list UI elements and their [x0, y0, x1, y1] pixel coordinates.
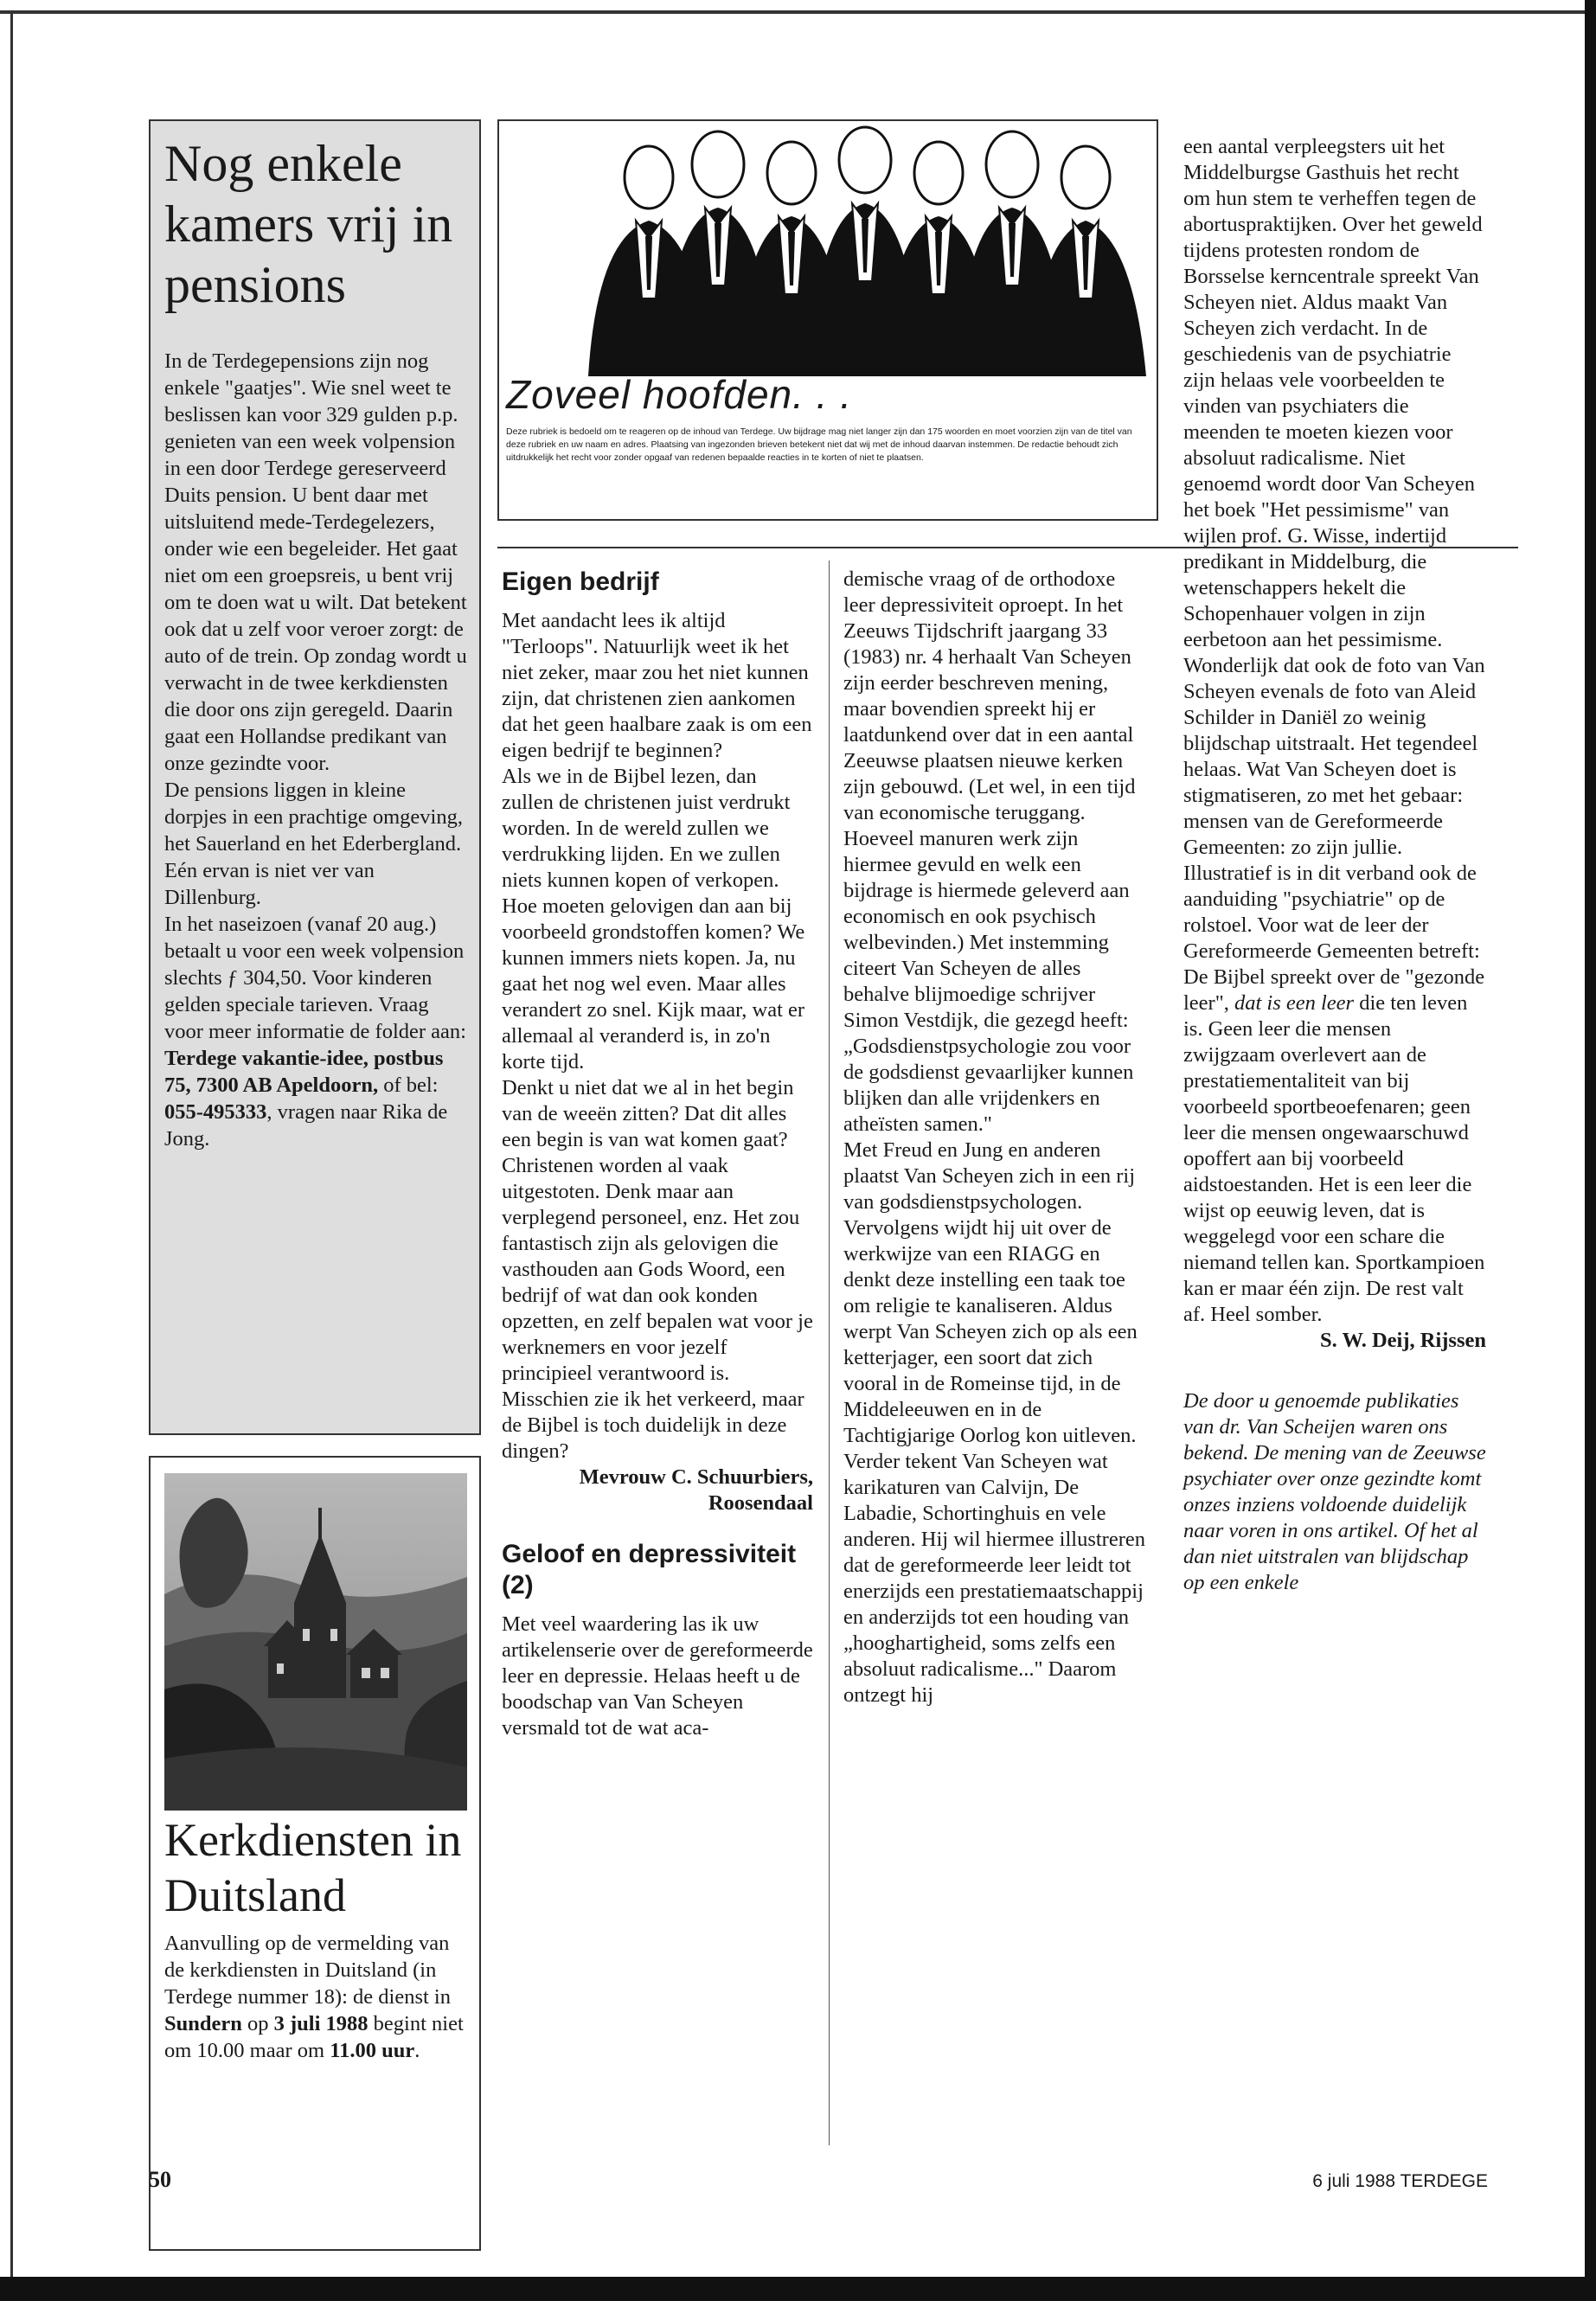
pensions-para-2: De pensions liggen in kleine dorpjes in een prachtige omgeving, het Sauerland en het Ederbergland. Eén ervan is niet ver van Dillenburg. [164, 779, 463, 909]
bottom-edge [0, 2277, 1596, 2301]
geloof-col3-para-2: Wonderlijk dat ook de foto van Van Scheyen evenals de foto van Aleid Schilder in Daniël zo weinig blijdschap uitstraalt. Het tegendeel helaas. Wat Van Scheyen doet is stigmatiseren, zo met het gebaar: mensen van de Gereformeerde Gemeenten: zo zijn jullie. Illustratief is in dit verband ook de aanduiding "psychiatrie" op de rolstoel. Voor wat de leer der Gereformeerde Gemeenten betreft: De Bijbel spreekt over de "gezonde leer", dat is een leer die ten leven is. Geen leer die mensen zwijgzaam overlevert aan de prestatiementaliteit van bij voorbeeld sportbeoefenaren; geen leer die mensen ongewaarschuwd opoffert aan bij voorbeeld aidstoestanden. Het is een leer die wijst op eeuwig leven, dat is weggelegd voor een schare die niemand tellen kan. Sportkampioen kan er maar één zijn. De rest valt af. Heel somber. [1183, 654, 1485, 1326]
kerkdiensten-box [149, 1456, 481, 2251]
page-number: 50 [149, 2167, 171, 2192]
geloof-col3-para-1: een aantal verpleegsters uit het Middelburgse Gasthuis het recht om hun stem te verheffen tegen de abortuspraktijken. Over het geweld tijdens protesten rondom de Borsselse kerncentrale spreekt Van Scheyen niet. Aldus maakt Van Scheyen zich verdacht. In de geschiedenis van de psychiatrie zijn helaas vele voorbeelden te vinden van psychiaters die meenden te moeten kiezen voor absoluut radicalisme. Niet genoemd wordt door Van Scheyen het boek "Het pessimisme" van wijlen prof. G. Wisse, indertijd predikant in Middelburg, die wetenschappers hekelt die Schopenhauer volgen in zijn eerbetoon aan het pessimisme. [1183, 135, 1483, 651]
eigen-para-3: Denkt u niet dat we al in het begin van de weeën zitten? Dat dit alles een begin is van wat komen gaat? Christenen worden al vaak uitgestoten. Denk maar aan verplegend personeel, enz. Het zou fantastisch zijn als gelovigen die vasthouden aan Gods Woord, een bedrijf of wat dan ook konden opzetten, en zelf bepalen wat voor je werknemers en voor jezelf principieel verantwoord is. Misschien zie ik het verkeerd, maar de Bijbel is toch duidelijk in deze dingen? [502, 1076, 813, 1463]
geloof-col2-para-2: Met Freud en Jung en anderen plaatst Van Scheyen zich in een rij van godsdienstpsychologen. Vervolgens wijdt hij uit over de werkwijze van een RIAGG en denkt deze instelling een taak toe om religie te kanaliseren. Aldus werpt Van Scheyen zich op als een ketterjager, een soort dat zich vooral in de Romeinse tijd, in de Middeleeuwen en in de Tachtigjarige Oorlog kon uitleven. [843, 1138, 1138, 1447]
geloof-col2-para-3: Verder tekent Van Scheyen wat karikaturen van Calvijn, De Labadie, Schortinghuis en vele anderen. Hij wil hiermee illustreren dat de gereformeerde leer leidt tot enerzijds een prestatiemaatschappij en anderzijds tot een houding van „hooghartigheid, soms zelfs een absoluut radicalisme..." Daarom ontzegt hij [843, 1450, 1145, 1707]
village-photo [164, 1473, 467, 1811]
left-border [10, 10, 13, 2285]
eigen-para-1: Met aandacht lees ik altijd "Terloops". Natuurlijk weet ik het niet zeker, maar zou het niet kunnen zijn, dat christenen zien aankomen dat het geen haalbare zaak is om een eigen bedrijf te beginnen? [502, 609, 812, 762]
pensions-para-3: In het naseizoen (vanaf 20 aug.) betaalt u voor een week volpension slechts ƒ 304,50. Voor kinderen gelden speciale tarieven. Vraag voor meer informatie de folder aan: Terdege vakantie-idee, postbus 75, 7300 AB Apeldoorn, of bel: 055-495333, vragen naar Rika de Jong. [164, 913, 466, 1150]
letters-column-2 [843, 567, 1146, 1708]
pensions-title: Nog enkele kamers vrij in pensions [164, 135, 453, 313]
village-photo-image [164, 1473, 467, 1811]
letters-column-1 [502, 567, 813, 1741]
column-separator-1 [829, 561, 830, 2145]
letter-heading-geloof: Geloof en depressiviteit (2) [502, 1540, 797, 1599]
eigen-signature-name: Mevrouw C. Schuurbiers, [579, 1465, 813, 1489]
kerkdiensten-body: Aanvulling op de vermelding van de kerkdiensten in Duitsland (in Terdege nummer 18): de dienst in Sundern op 3 juli 1988 begint niet om 10.00 maar om 11.00 uur. [164, 1932, 464, 2062]
header-title: Zoveel hoofden. . . [506, 372, 853, 417]
geloof-signature: S. W. Deij, Rijssen [1320, 1329, 1486, 1352]
heads-illustration [588, 125, 1151, 385]
issue-date: 6 juli 1988 TERDEGE [1312, 2171, 1488, 2191]
top-border [0, 10, 1596, 14]
pensions-para-1: In de Terdegepensions zijn nog enkele "gaatjes". Wie snel weet te beslissen kan voor 329 gulden p.p. genieten van een week volpension in een door Terdege gereserveerd Duits pension. U bent daar met uitsluitend mede-Terdegelezers, onder wie een begeleider. Het gaat niet om een groepsreis, u bent vrij om te doen wat u wilt. Dat betekent ook dat u zelf voor veroer zorgt: de auto of de trein. Op zondag wordt u verwacht in de twee kerkdiensten die door ons zijn geregeld. Daarin gaat een Hollandse predikant van onze gezindte voor. [164, 349, 467, 775]
heads-illustration-drawing [588, 125, 1151, 385]
pensions-address: Terdege vakantie-idee, postbus 75, 7300 AB Apeldoorn, [164, 1047, 444, 1097]
geloof-col2-para-1: demische vraag of de orthodoxe leer depressiviteit oproept. In het Zeeuws Tijdschrift jaargang 33 (1983) nr. 4 herhaalt Van Scheyen zijn eerder beschreven mening, maar bovendien spreekt hij er laatdunkend over dat in een aantal Zeeuwse plaatsen nieuwe kerken zijn gebouwd. (Let wel, in een tijd van economische teruggang. Hoeveel manuren werk zijn hiermee gevuld en welk een bijdrage is hiermede geleverd aan economisch en ook psychisch welbevinden.) Met instemming citeert Van Scheyen de alles behalve blijmoedige schrijver Simon Vestdijk, die gezegd heeft: „Godsdienstpsychologie zou voor de godsdienst gevaarlijker kunnen blijken dan alle vrijdenkers en atheïsten samen." [843, 567, 1136, 1136]
geloof-para-1: Met veel waardering las ik uw artikelenserie over de gereformeerde leer en depressie. Helaas heeft u de boodschap van Van Scheyen versmald tot de wat aca- [502, 1612, 813, 1740]
pensions-phone: 055-495333 [164, 1100, 267, 1124]
editor-reply: De door u genoemde publikaties van dr. Van Scheijen waren ons bekend. De mening van de Zeeuwse psychiater over onze gezindte komt onzes inziens voldoende duidelijk naar voren in ons artikel. Of het al dan niet uitstralen van blijdschap op een enkele [1183, 1389, 1486, 1594]
kerkdiensten-title: Kerkdiensten in Duitsland [164, 1814, 462, 1921]
pensions-body [164, 348, 467, 1152]
eigen-signature-place: Roosendaal [708, 1491, 813, 1515]
letter-heading-eigen-bedrijf: Eigen bedrijf [502, 567, 659, 596]
pensions-box [149, 119, 481, 1435]
header-intro: Deze rubriek is bedoeld om te reageren op de inhoud van Terdege. Uw bijdrage mag niet langer zijn dan 175 woorden en moet voorzien zijn van de titel van deze rubriek en uw naam en adres. Plaatsing van ingezonden brieven betekent niet dat wij met de inhoud daarvan instemmen. De redactie behoudt zich uitdrukkelijk het recht voor zonder opgaaf van redenen bepaalde reacties in te korten of niet te plaatsen. [506, 426, 1132, 463]
eigen-para-2: Als we in de Bijbel lezen, dan zullen de christenen juist verdrukt worden. In de wereld zullen we verdrukking lijden. En we zullen niets kunnen kopen of verkopen. Hoe moeten gelovigen dan aan bij voorbeeld grondstoffen komen? We kunnen immers niets kopen. Ja, nu gaat het nog wel even. Maar alles verandert zo snel. Kijk maar, wat er allemaal al veranderd is, in zo'n korte tijd. [502, 765, 805, 1074]
right-edge [1585, 0, 1596, 2301]
letters-column-3 [1183, 134, 1486, 1596]
